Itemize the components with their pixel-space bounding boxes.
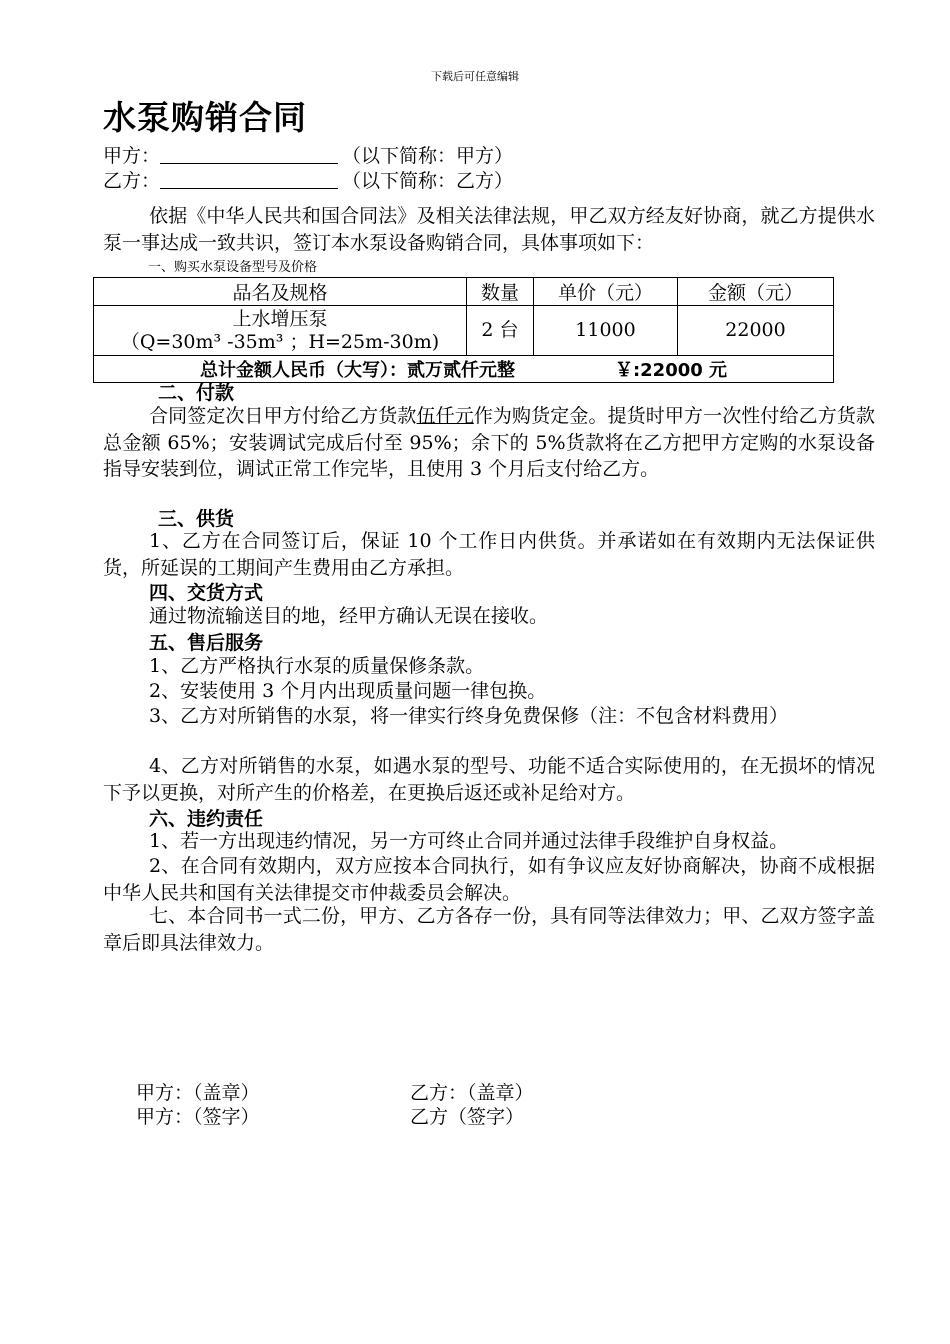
- section5-title: 五、售后服务: [149, 632, 264, 654]
- party-b-line: [103, 166, 513, 193]
- section4-title: 四、交货方式: [149, 582, 264, 604]
- party-b-blank[interactable]: [160, 168, 338, 189]
- section2-text-after: 作为购货定金。提货时甲方一次性付给乙方货款总金额 65%；安装调试完成后付至 95%；余下的 5%货款将在乙方把甲方定购的水泵设备指导安装到位，调试正常工作完毕，且使用 3 个月后支付给乙方。: [103, 405, 875, 480]
- header-name: 品名及规格: [94, 278, 467, 306]
- party-b-signature: 乙方（签字）: [410, 1106, 525, 1128]
- section6-item-1: 1、若一方出现违约情况，另一方可终止合同并通过法律手段维护自身权益。: [149, 830, 789, 852]
- section5-item-4: 4、乙方对所销售的水泵，如遇水泵的型号、功能不适合实际使用的，在无损坏的情况下予以更换，对所产生的价格差，在更换后返还或补足给对方。: [103, 755, 875, 804]
- section7-paragraph: 七、本合同书一式二份，甲方、乙方各存一份，具有同等法律效力；甲、乙双方签字盖章后即具法律效力。: [103, 905, 875, 954]
- header-note: 下载后可任意编辑: [431, 70, 519, 83]
- table-header-row: [94, 278, 834, 306]
- document-title: 水泵购销合同: [103, 98, 307, 137]
- section6-item-2: 2、在合同有效期内，双方应按本合同执行，如有争议应友好协商解决，协商不成根据中华人民共和国有关法律提交市仲裁委员会解决。: [103, 855, 875, 904]
- header-amount: 金额（元）: [678, 278, 834, 306]
- item-unit-price: 11000: [534, 306, 678, 356]
- party-b-suffix: （以下简称：乙方）: [342, 170, 514, 192]
- section3-paragraph: 1、乙方在合同签订后，保证 10 个工作日内供货。并承诺如在有效期内无法保证供货，所延误的工期间产生费用由乙方承担。: [103, 530, 875, 579]
- section2-title: 二、付款: [158, 382, 235, 404]
- section5-item-3: 3、乙方对所销售的水泵，将一律实行终身免费保修（注：不包含材料费用）: [149, 705, 789, 727]
- party-a-label: 甲方：: [103, 145, 161, 167]
- party-a-suffix: （以下简称：甲方）: [342, 145, 514, 167]
- party-a-line: [103, 141, 513, 168]
- section5-item-1: 1、乙方严格执行水泵的质量保修条款。: [149, 655, 485, 677]
- total-amount: ￥:22000 元: [614, 360, 728, 381]
- item-spec: （Q=30m³ -35m³ ；H=25m-30m): [120, 330, 440, 353]
- item-quantity: 2 台: [467, 306, 534, 356]
- party-b-label: 乙方：: [103, 170, 161, 192]
- intro-paragraph: 依据《中华人民共和国合同法》及相关法律法规，甲乙双方经友好协商，就乙方提供水泵一事达成一致共识，签订本水泵设备购销合同，具体事项如下：: [103, 205, 875, 254]
- section4-paragraph: 通过物流输送目的地，经甲方确认无误在接收。: [149, 605, 549, 627]
- item-amount: 22000: [678, 306, 834, 356]
- party-a-seal: 甲方：（盖章）: [136, 1082, 260, 1104]
- item-name-cell: [94, 306, 467, 356]
- section5-item-2: 2、安装使用 3 个月内出现质量问题一律包换。: [149, 680, 547, 702]
- price-table: [93, 277, 834, 383]
- party-b-seal: 乙方：（盖章）: [410, 1082, 534, 1104]
- section6-title: 六、违约责任: [149, 808, 264, 830]
- deposit-amount: 伍仟元: [416, 405, 474, 427]
- header-quantity: 数量: [467, 278, 534, 306]
- party-a-signature: 甲方：（签字）: [136, 1106, 260, 1128]
- header-unit-price: 单价（元）: [534, 278, 678, 306]
- total-label: 总计金额人民币（大写）：贰万贰仟元整: [199, 360, 515, 381]
- section3-title: 三、供货: [158, 508, 235, 530]
- table-row: [94, 306, 834, 356]
- section2-paragraph: [103, 403, 875, 483]
- party-a-blank[interactable]: [160, 143, 338, 164]
- section1-title: 一、购买水泵设备型号及价格: [148, 260, 318, 275]
- section2-text-before: 合同签定次日甲方付给乙方货款: [149, 405, 417, 427]
- item-name: 上水增压泵: [232, 307, 328, 330]
